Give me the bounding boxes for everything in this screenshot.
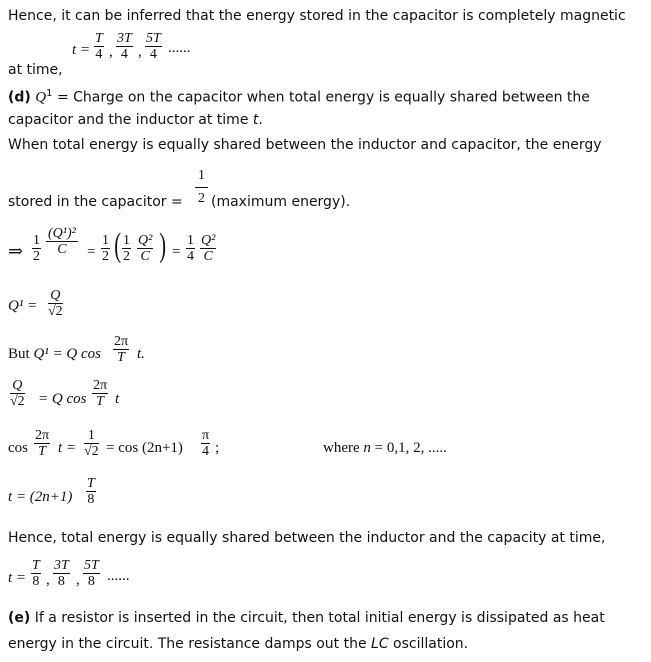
- q-superscript: 1: [46, 88, 53, 99]
- part-d-line: [8, 86, 590, 106]
- eq4-frac: $\frac{2\pi}{T}$: [93, 378, 108, 409]
- eq3-t: t.: [137, 346, 145, 362]
- eq5-t: t =: [58, 440, 77, 456]
- eq1-frac-q-c: $\frac{\text{(Q¹)²}}{C}$: [48, 226, 76, 257]
- intro-paragraph: Hence, it can be inferred that the energy stored in the capacitor is completely magnetic: [8, 8, 626, 24]
- implies-arrow: ⇒: [8, 241, 24, 261]
- eq5-frac-2pi-t: $\frac{2\pi}{T}$: [35, 428, 50, 459]
- equals: =: [172, 244, 181, 260]
- ellipsis: ......: [107, 568, 130, 584]
- ellipsis: ......: [168, 40, 191, 56]
- stored-text: stored in the capacitor =: [8, 194, 183, 210]
- eq5-rhs: = cos (2n+1): [106, 440, 183, 456]
- part-e-line: [8, 610, 605, 626]
- part-e-label: (e): [8, 610, 31, 626]
- part-e-text: If a resistor is inserted in the circuit, then total initial energy is dissipated as heat: [30, 610, 605, 626]
- eq1-frac3: $\frac{1}{4}$: [187, 233, 194, 264]
- eq1-frac2: $\frac{1}{2}$: [102, 233, 109, 264]
- equals: =: [87, 244, 96, 260]
- part-e-line2: energy in the circuit. The resistance damps out the LC oscillation.: [8, 636, 469, 652]
- equal-share-paragraph: When total energy is equally shared between the inductor and capacitor, the energy: [8, 137, 602, 153]
- eq1-inner-frac: $\frac{1}{2}$: [123, 233, 130, 264]
- eq5-cos: cos: [8, 440, 28, 456]
- eq4-lhs-frac: $\frac{Q}{√2}$: [10, 378, 25, 409]
- eq1-frac1: $\frac{1}{2}$: [33, 233, 40, 264]
- eq2-frac: $\frac{Q}{√2}$: [48, 288, 63, 319]
- part-d-label: (d): [8, 89, 31, 106]
- eq5-semicolon: ;: [215, 440, 220, 456]
- eq3-frac: $\frac{2\pi}{T}$: [114, 334, 129, 365]
- eq6-frac: $\frac{T}{8}$: [87, 476, 95, 507]
- paren-close: ): [159, 227, 167, 264]
- eq1-inner-q-c: $\frac{\text{Q²}}{C}$: [138, 233, 153, 264]
- comma: ,: [76, 572, 80, 588]
- fraction-3t-8: $\frac{3T}{8}$: [54, 558, 69, 589]
- part-d-line2: capacitor and the inductor at time t.: [8, 112, 263, 128]
- comma: ,: [138, 44, 142, 60]
- eq4-mid: = Q cos: [38, 391, 87, 407]
- paren-open: (: [114, 227, 122, 264]
- eq2-lhs: Q¹ =: [8, 298, 38, 314]
- eq5-frac-1-root2: $\frac{1}{√2}$: [84, 428, 99, 459]
- fraction-t-8: $\frac{T}{8}$: [32, 558, 40, 589]
- comma: ,: [46, 572, 50, 588]
- hence-equal-share: Hence, total energy is equally shared between the inductor and the capacity at time,: [8, 530, 606, 546]
- max-energy-text: (maximum energy).: [211, 194, 351, 210]
- fraction-t-4: $\frac{T}{4}$: [95, 31, 103, 62]
- fraction-half: $\frac{1}{2}$: [195, 165, 208, 210]
- part-d-text: = Charge on the capacitor when total energy is equally shared between the: [52, 89, 590, 106]
- eq4-t: t: [115, 391, 120, 407]
- at-time-label: at time,: [8, 62, 63, 78]
- fraction-5t-8: $\frac{5T}{8}$: [84, 558, 99, 589]
- eq6-lhs: t = (2n+1): [8, 489, 73, 505]
- eq1-frac3-q-c: $\frac{\text{Q²}}{C}$: [201, 233, 216, 264]
- eq3-line: But Q¹ = Q cos: [8, 346, 101, 362]
- eq5-frac-pi-4: $\frac{\pi}{4}$: [202, 428, 210, 459]
- t-equals-b: t =: [8, 570, 27, 586]
- fraction-3t-4: $\frac{3T}{4}$: [117, 31, 132, 62]
- fraction-5t-4: $\frac{5T}{4}$: [146, 31, 161, 62]
- t-equals-a: t =: [72, 42, 91, 58]
- q-symbol: Q: [35, 89, 47, 106]
- where-clause: where n = 0,1, 2, .....: [323, 440, 447, 456]
- comma: ,: [109, 44, 113, 60]
